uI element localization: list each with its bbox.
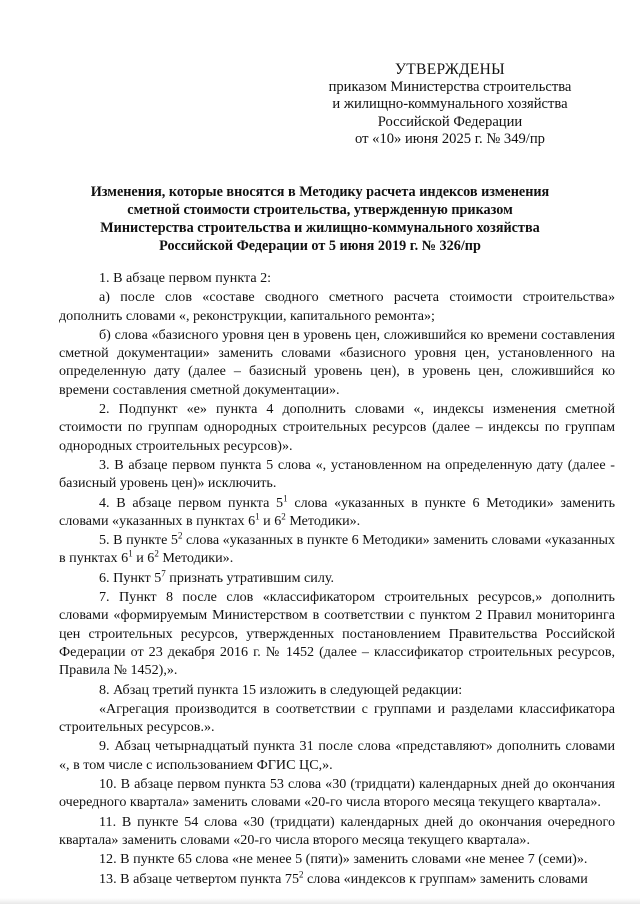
superscript: 1 [255, 511, 260, 522]
text: признать утратившим силу. [165, 569, 335, 586]
approval-line: и жилищно-коммунального хозяйства [332, 96, 568, 112]
text: и 6 [132, 550, 155, 567]
superscript: 2 [299, 868, 304, 879]
approval-line: Российской Федерации [377, 113, 523, 130]
paragraph: 2. Подпункт «е» пункта 4 дополнить словами «, индексы изменения сметной стоимости по группам однородных строительных ресурсов (далее – индексы по группам однородных строительных ресурсов)». [59, 401, 615, 454]
approval-date: от «10» июня 2025 г. № 349/пр [355, 131, 545, 147]
paragraph [59, 569, 615, 587]
superscript: 2 [154, 548, 159, 559]
heading-line: Министерства строительства и жилищно-коммунального хозяйства [100, 220, 540, 236]
text: Методики». [158, 550, 234, 567]
superscript: 1 [128, 548, 133, 559]
heading-line: Российской Федерации от 5 июня 2019 г. № 326/пр [159, 238, 481, 254]
paragraph: 12. В пункте 65 слова «не менее 5 (пяти)» заменить словами «не менее 7 (семи)». [99, 851, 588, 868]
paragraph [59, 531, 615, 568]
approval-stamp [300, 61, 600, 149]
paragraph: 8. Абзац третий пункта 15 изложить в следующей редакции: [99, 681, 463, 698]
paragraph: а) после слов «составе сводного сметного расчета стоимости строительства» дополнить словами «, реконструкции, капитального ремонта»; [59, 289, 615, 324]
paragraph: 3. В абзаце первом пункта 5 слова «, установленном на определенную дату (далее - базисный уровень цен)» исключить. [59, 456, 615, 492]
paragraph [59, 494, 615, 531]
text: 13. В абзаце четвертом пункта 75 [99, 870, 300, 887]
approval-title: УТВЕРЖДЕНЫ [395, 61, 505, 78]
text: слова «индексов к группам» заменить словами [303, 870, 588, 887]
superscript: 7 [161, 568, 166, 579]
superscript: 2 [281, 511, 286, 522]
paragraph: 10. В абзаце первом пункта 53 слова «30 (тридцати) календарных дней до окончания очередного квартала» заменить словами «20-го числа второго месяца текущего квартала». [59, 776, 615, 811]
heading-line: сметной стоимости строительства, утвержденную приказом [127, 202, 513, 218]
approval-line: приказом Министерства строительства [328, 78, 572, 95]
text: слова «указанных в пункте 6 Методики» заменить словами «указанных в пунктах 6 [59, 494, 615, 529]
paragraph: 9. Абзац четырнадцатый пункта 31 после слова «представляют» дополнить словами «, в том числе с использованием ФГИС ЦС,». [59, 738, 615, 773]
paragraph [59, 870, 615, 888]
superscript: 2 [177, 530, 183, 541]
text: 5. В пункте 5 [99, 532, 178, 549]
text: 6. Пункт 5 [99, 569, 162, 586]
text: слова «указанных в пункте 6 Методики» заменить словами «указанных в пунктах 6 [59, 532, 615, 567]
superscript: 1 [283, 492, 288, 503]
paragraph: 11. В пункте 54 слова «30 (тридцати) календарных дней до окончания очередного квартала» заменить словами «20-го числа второго месяца текущего квартала». [59, 813, 615, 848]
text: Методики». [285, 512, 361, 529]
scan-edge [0, 898, 640, 904]
paragraph: 1. В абзаце первом пункта 2: [99, 270, 272, 286]
text: и 6 [259, 512, 282, 529]
paragraph: «Агрегация производится в соответствии с группами и разделами классификатора строительных ресурсов.». [59, 700, 615, 736]
document-heading [70, 183, 570, 255]
heading-line: Изменения, которые вносятся в Методику расчета индексов изменения [90, 184, 550, 200]
paragraph: 7. Пункт 8 после слов «классификатором строительных ресурсов,» дополнить словами «формируемым Министерством в соответствии с пунктом 2 Правил мониторинга цен строительных ресурсов, утвержденных постановлением Правительства Российской Федерации от 23 декабря 2016 г. № 1452 (далее – классификатор строительных ресурсов, Правила № 1452),». [59, 589, 615, 679]
document-body [59, 269, 615, 889]
paragraph: б) слова «базисного уровня цен в уровень цен, сложившийся ко времени составления сметной документации» заменить словами «базисного уровня цен, установленного на определенную дату (далее – базисный уровень цен), в уровень цен, сложившийся ко времени составления сметной документации». [59, 326, 615, 398]
text: 4. В абзаце первом пункта 5 [99, 494, 284, 511]
